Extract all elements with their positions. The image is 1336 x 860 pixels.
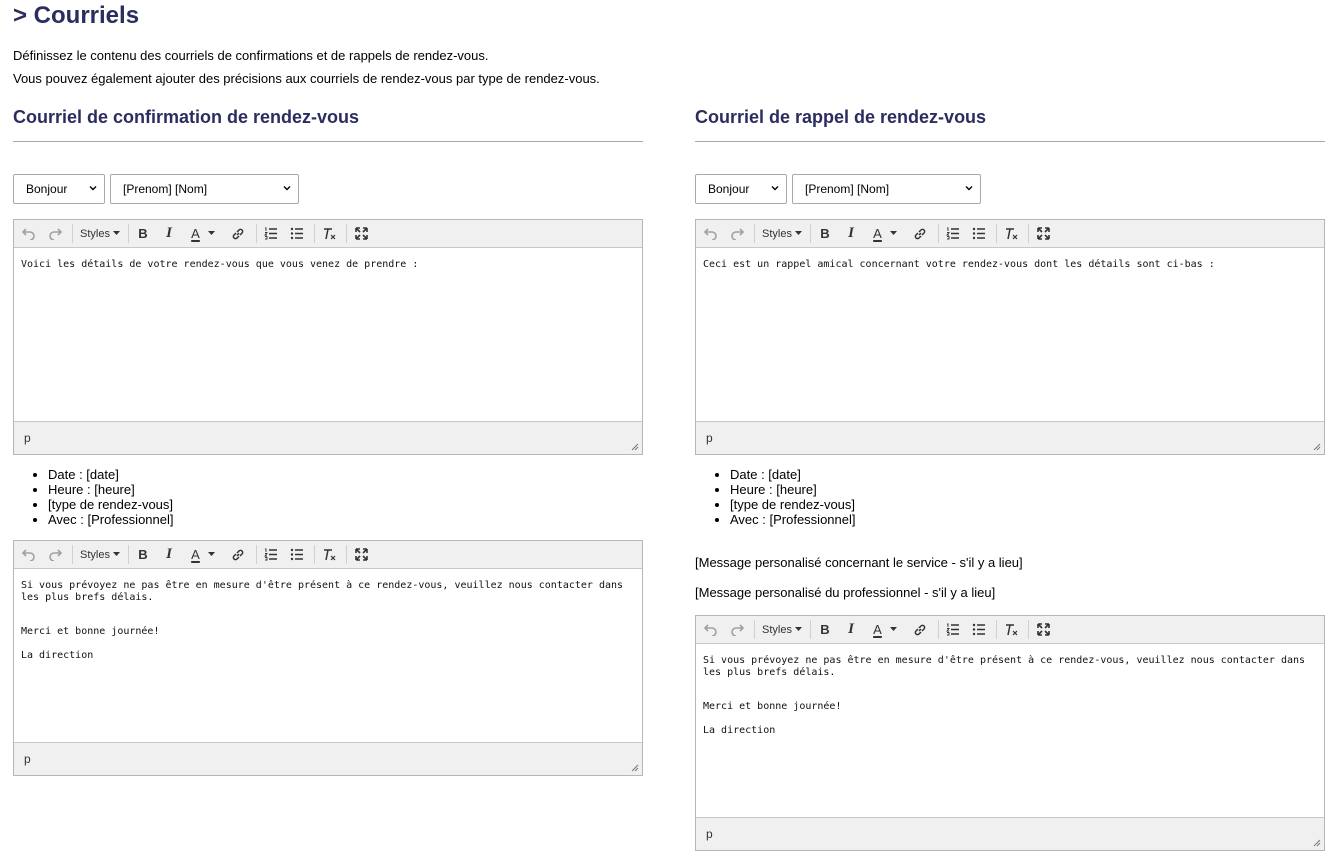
list-item: • Heure : [heure] xyxy=(730,482,856,497)
caret-down-icon xyxy=(208,552,215,557)
list-item: • Date : [date] xyxy=(730,467,856,482)
editor-paragraph: Ceci est un rappel amical concernant votre rendez-vous dont les détails sont ci-bas : xyxy=(703,259,1215,270)
editor-statusbar xyxy=(14,742,642,775)
list-item: • Avec : [Professionnel] xyxy=(48,512,174,527)
undo-icon[interactable] xyxy=(702,224,720,243)
toolbar-separator xyxy=(938,620,939,639)
styles-label: Styles xyxy=(80,227,110,240)
toolbar-separator xyxy=(754,620,755,639)
toolbar-separator xyxy=(346,545,347,564)
fullscreen-icon[interactable] xyxy=(1034,620,1052,639)
toolbar-separator xyxy=(1028,620,1029,639)
chevron-down-icon xyxy=(770,183,780,193)
bold-icon[interactable]: B xyxy=(820,226,830,241)
toolbar-separator xyxy=(128,224,129,243)
caret-down-icon xyxy=(113,552,120,557)
redo-icon[interactable] xyxy=(728,620,746,639)
chevron-down-icon xyxy=(964,183,974,193)
caret-down-icon xyxy=(795,627,802,632)
caret-down-icon xyxy=(208,231,215,236)
element-path[interactable]: p xyxy=(706,431,713,445)
page-title: > Courriels xyxy=(13,2,140,29)
confirmation-editor-bottom[interactable] xyxy=(13,540,643,776)
list-item: • [type de rendez-vous] xyxy=(730,497,856,512)
undo-icon[interactable] xyxy=(20,545,38,564)
editor-content[interactable] xyxy=(696,248,1324,421)
text-color-icon[interactable]: A xyxy=(186,545,220,564)
italic-icon[interactable]: I xyxy=(166,225,172,241)
redo-icon[interactable] xyxy=(46,545,64,564)
styles-label: Styles xyxy=(762,623,792,636)
italic-icon[interactable]: I xyxy=(848,621,854,637)
undo-icon[interactable] xyxy=(20,224,38,243)
intro-line-2: Vous pouvez également ajouter des précisions aux courriels de rendez-vous par type de rendez-vous. xyxy=(13,71,600,86)
numbered-list-icon[interactable] xyxy=(262,224,280,243)
toolbar-separator xyxy=(256,224,257,243)
bold-icon[interactable]: B xyxy=(138,547,148,562)
custom-service-message: [Message personalisé concernant le service - s'il y a lieu] xyxy=(695,555,1023,570)
list-item: • Avec : [Professionnel] xyxy=(730,512,856,527)
link-icon[interactable] xyxy=(228,224,248,243)
toolbar-separator xyxy=(996,224,997,243)
reminder-editor-top[interactable] xyxy=(695,219,1325,455)
toolbar-separator xyxy=(346,224,347,243)
editor-statusbar xyxy=(14,421,642,454)
caret-down-icon xyxy=(113,231,120,236)
toolbar-separator xyxy=(996,620,997,639)
editor-toolbar xyxy=(696,220,1324,248)
numbered-list-icon[interactable] xyxy=(262,545,280,564)
toolbar-separator xyxy=(256,545,257,564)
bullet-list-icon[interactable] xyxy=(288,224,306,243)
toolbar-separator xyxy=(1028,224,1029,243)
editor-paragraph: Voici les détails de votre rendez-vous que vous venez de prendre : xyxy=(21,259,419,270)
bullet-list-icon[interactable] xyxy=(288,545,306,564)
fullscreen-icon[interactable] xyxy=(352,545,370,564)
clear-formatting-icon[interactable] xyxy=(320,545,338,564)
caret-down-icon xyxy=(795,231,802,236)
editor-paragraph: Merci et bonne journée! xyxy=(21,626,160,637)
text-color-icon[interactable]: A xyxy=(868,224,902,243)
editor-content[interactable] xyxy=(14,569,642,742)
element-path[interactable]: p xyxy=(706,827,713,841)
styles-dropdown[interactable] xyxy=(760,224,804,243)
italic-icon[interactable]: I xyxy=(848,225,854,241)
link-icon[interactable] xyxy=(228,545,248,564)
caret-down-icon xyxy=(890,231,897,236)
list-item: • Date : [date] xyxy=(48,467,174,482)
element-path[interactable]: p xyxy=(24,431,31,445)
redo-icon[interactable] xyxy=(46,224,64,243)
section-divider xyxy=(13,141,643,142)
text-color-icon[interactable]: A xyxy=(186,224,220,243)
toolbar-separator xyxy=(72,224,73,243)
editor-paragraph: Si vous prévoyez ne pas être en mesure d'être présent à ce rendez-vous, veuillez nous contacter dans les plus brefs délais. xyxy=(703,655,1306,678)
confirmation-title: Courriel de confirmation de rendez-vous xyxy=(13,107,360,127)
reminder-section xyxy=(695,0,1325,860)
editor-toolbar xyxy=(696,616,1324,644)
reminder-title: Courriel de rappel de rendez-vous xyxy=(695,107,987,127)
editor-statusbar xyxy=(696,817,1324,850)
element-path[interactable]: p xyxy=(24,752,31,766)
details-list xyxy=(35,467,174,527)
toolbar-separator xyxy=(314,224,315,243)
styles-dropdown[interactable] xyxy=(78,545,122,564)
italic-icon[interactable]: I xyxy=(166,546,172,562)
chevron-down-icon xyxy=(282,183,292,193)
caret-down-icon xyxy=(890,627,897,632)
bold-icon[interactable]: B xyxy=(820,622,830,637)
details-list xyxy=(717,467,856,527)
redo-icon[interactable] xyxy=(728,224,746,243)
greeting-select[interactable] xyxy=(13,174,105,204)
editor-statusbar xyxy=(696,421,1324,454)
list-item: • [type de rendez-vous] xyxy=(48,497,174,512)
styles-label: Styles xyxy=(80,548,110,561)
editor-toolbar xyxy=(14,220,642,248)
clear-formatting-icon[interactable] xyxy=(320,224,338,243)
toolbar-separator xyxy=(754,224,755,243)
styles-dropdown[interactable] xyxy=(760,620,804,639)
resize-handle-icon[interactable] xyxy=(1313,839,1321,847)
confirmation-section xyxy=(13,0,643,860)
editor-paragraph: Merci et bonne journée! xyxy=(703,701,842,712)
section-divider xyxy=(695,141,1325,142)
clear-formatting-icon[interactable] xyxy=(1002,620,1020,639)
greeting-select-value: Bonjour xyxy=(708,182,750,196)
name-select-value: [Prenom] [Nom] xyxy=(805,182,890,196)
editor-paragraph: La direction xyxy=(21,650,94,661)
editor-paragraph: Si vous prévoyez ne pas être en mesure d'être présent à ce rendez-vous, veuillez nous contacter dans les plus brefs délais. xyxy=(21,580,624,603)
custom-professional-message: [Message personalisé du professionnel - s'il y a lieu] xyxy=(695,585,996,600)
greeting-select-value: Bonjour xyxy=(26,182,68,196)
link-icon[interactable] xyxy=(910,224,930,243)
name-select[interactable] xyxy=(110,174,299,204)
bullet-list-icon[interactable] xyxy=(970,620,988,639)
toolbar-separator xyxy=(72,545,73,564)
name-select-value: [Prenom] [Nom] xyxy=(123,182,208,196)
fullscreen-icon[interactable] xyxy=(352,224,370,243)
toolbar-separator xyxy=(938,224,939,243)
fullscreen-icon[interactable] xyxy=(1034,224,1052,243)
link-icon[interactable] xyxy=(910,620,930,639)
styles-dropdown[interactable] xyxy=(78,224,122,243)
intro-line-1: Définissez le contenu des courriels de confirmations et de rappels de rendez-vous. xyxy=(13,48,489,63)
numbered-list-icon[interactable] xyxy=(944,224,962,243)
toolbar-separator xyxy=(314,545,315,564)
confirmation-editor-top[interactable] xyxy=(13,219,643,455)
undo-icon[interactable] xyxy=(702,620,720,639)
toolbar-separator xyxy=(810,224,811,243)
chevron-down-icon xyxy=(88,183,98,193)
editor-content[interactable] xyxy=(696,644,1324,817)
list-item: • Heure : [heure] xyxy=(48,482,174,497)
styles-label: Styles xyxy=(762,227,792,240)
editor-toolbar xyxy=(14,541,642,569)
editor-content[interactable] xyxy=(14,248,642,421)
text-color-icon[interactable]: A xyxy=(868,620,902,639)
reminder-editor-bottom[interactable] xyxy=(695,615,1325,851)
toolbar-separator xyxy=(810,620,811,639)
bullet-list-icon[interactable] xyxy=(970,224,988,243)
resize-handle-icon[interactable] xyxy=(631,764,639,772)
editor-paragraph: La direction xyxy=(703,725,776,736)
clear-formatting-icon[interactable] xyxy=(1002,224,1020,243)
resize-handle-icon[interactable] xyxy=(1313,443,1321,451)
toolbar-separator xyxy=(128,545,129,564)
numbered-list-icon[interactable] xyxy=(944,620,962,639)
bold-icon[interactable]: B xyxy=(138,226,148,241)
name-select[interactable] xyxy=(792,174,981,204)
resize-handle-icon[interactable] xyxy=(631,443,639,451)
greeting-select[interactable] xyxy=(695,174,787,204)
